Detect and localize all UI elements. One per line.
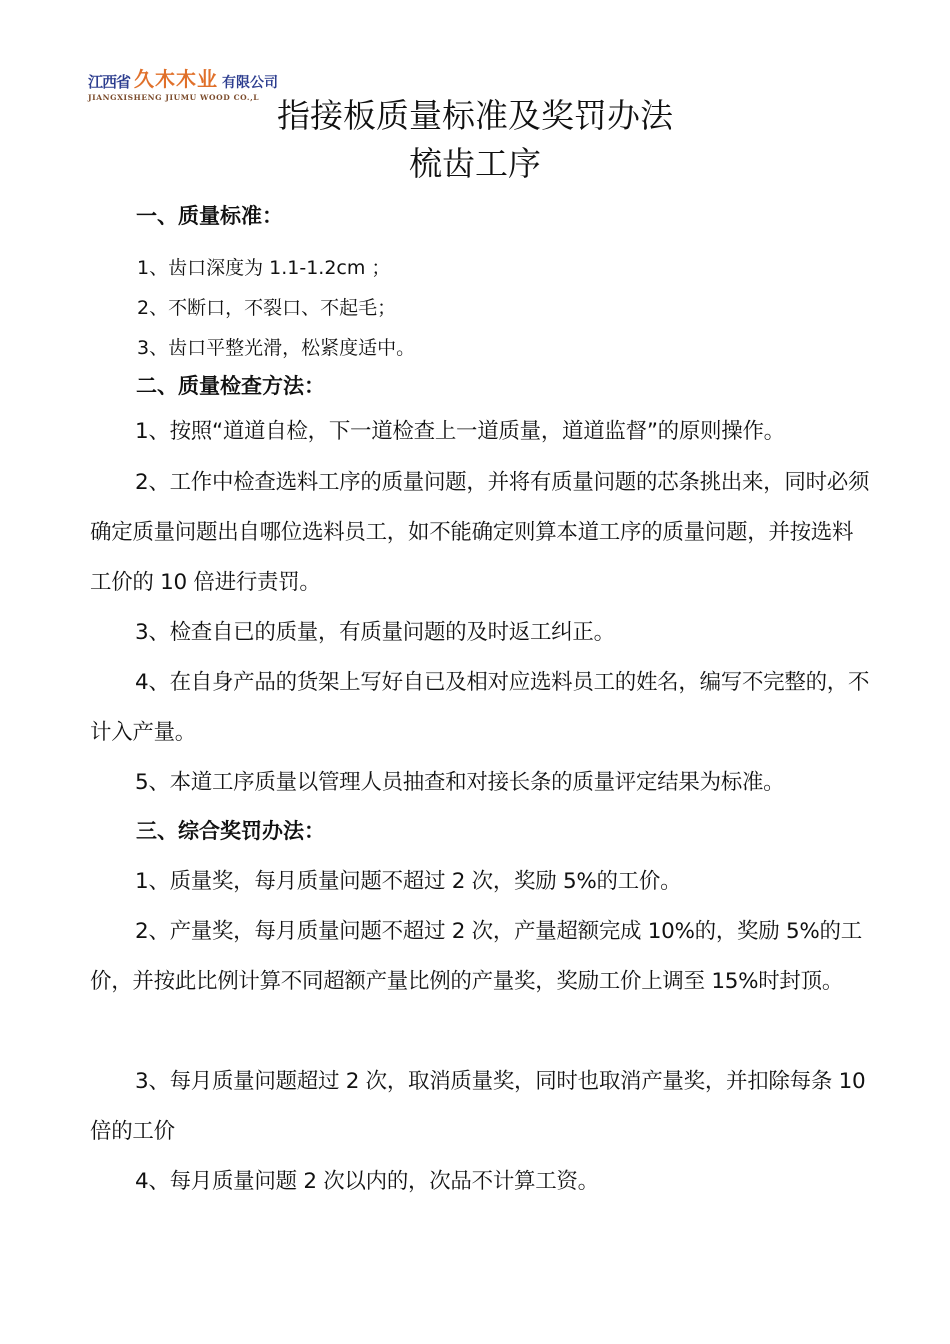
standard-item: 3、齿口平整光滑，松紧度适中。 — [137, 337, 416, 359]
section-heading-quality-standard: 一、质量标准： — [136, 204, 283, 228]
logo-province: 江西省 — [88, 73, 131, 91]
inspection-item: 1、按照“道道自检，下一道检查上一道质量，道道监督”的原则操作。 — [135, 419, 785, 444]
section-heading-rewards-penalties: 三、综合奖罚办法： — [136, 819, 325, 843]
standard-item: 1、齿口深度为 1.1-1.2cm ； — [137, 257, 391, 279]
reward-item: 3、每月质量问题超过 2 次，取消质量奖，同时也取消产量奖，并扣除每条 10 倍的工价 — [90, 1069, 866, 1144]
standard-item: 2、不断口，不裂口、不起毛； — [137, 297, 397, 319]
logo-brand: 久木木业 — [134, 67, 219, 91]
logo-english-name: JIANGXISHENG JIUMU WOOD CO.,L — [88, 93, 260, 102]
inspection-item: 5、本道工序质量以管理人员抽查和对接长条的质量评定结果为标准。 — [135, 770, 785, 795]
reward-item: 4、每月质量问题 2 次以内的，次品不计算工资。 — [135, 1169, 599, 1194]
reward-item: 1、质量奖，每月质量问题不超过 2 次，奖励 5%的工价。 — [135, 869, 682, 894]
document-title: 指接板质量标准及奖罚办法 — [277, 96, 673, 135]
reward-item: 2、产量奖，每月质量问题不超过 2 次，产量超额完成 10%的，奖励 5%的工价，并按此比例计算不同超额产量比例的产量奖，奖励工价上调至 15%时封顶。 — [90, 919, 862, 994]
logo-chinese-name — [88, 67, 279, 92]
inspection-item: 3、检查自已的质量，有质量问题的及时返工纠正。 — [135, 620, 615, 645]
section-heading-inspection-method: 二、质量检查方法： — [136, 374, 325, 398]
document-subtitle: 梳齿工序 — [409, 144, 541, 183]
logo-suffix: 有限公司 — [222, 75, 279, 91]
inspection-item: 4、在自身产品的货架上写好自已及相对应选料员工的姓名，编写不完整的，不计入产量。 — [90, 670, 870, 745]
inspection-item: 2、工作中检查选料工序的质量问题，并将有质量问题的芯条挑出来，同时必须确定质量问题出自哪位选料员工，如不能确定则算本道工序的质量问题，并按选料工价的 10 倍进行责罚。 — [90, 470, 870, 595]
